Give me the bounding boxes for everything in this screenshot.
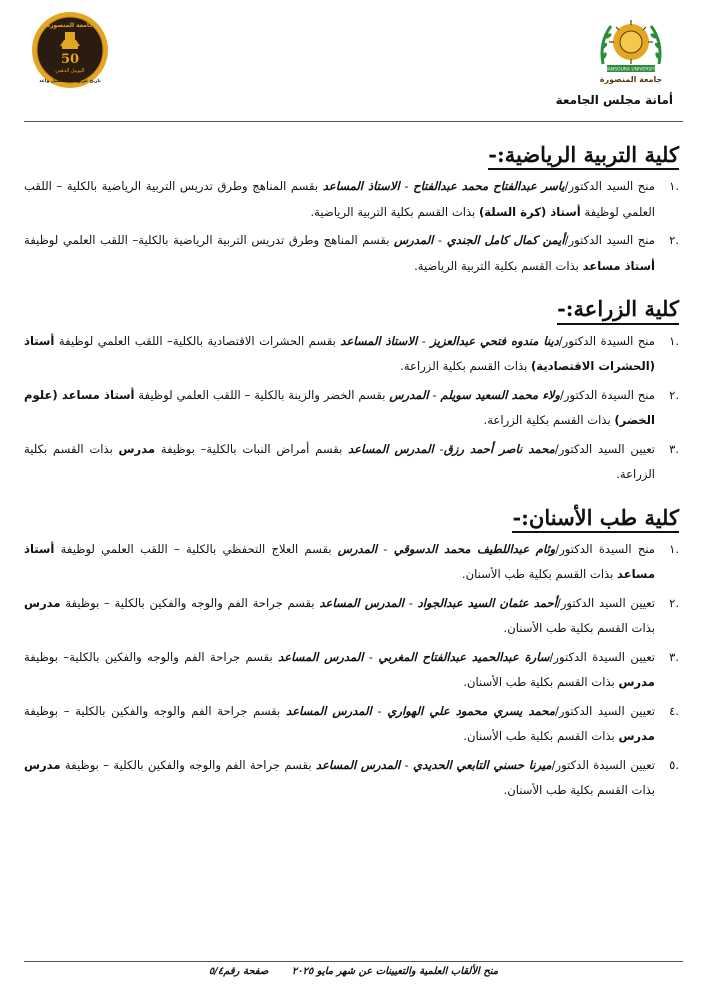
footer-caption: منح الألقاب العلمية والتعيينات عن شهر مايو ٢٠٢٥ (291, 966, 499, 977)
item-text: بذات القسم بكلية الزراعة. (24, 441, 655, 481)
item-emphasis: المدرس (337, 541, 378, 556)
item-text: منح السيدة الدكتور/ (560, 387, 655, 402)
svg-text:50: 50 (60, 52, 80, 67)
item-text: - (400, 757, 414, 772)
item-emphasis: ياسر عبدالفتاح محمد عبدالفتاح (413, 179, 565, 194)
footer-divider (24, 961, 683, 962)
item-text: منح السيد الدكتور/ (564, 233, 655, 248)
item-text: بقسم العلاج التحفظي بالكلية – اللقب العلمي لوظيفة (54, 541, 338, 556)
item-number: .١ (669, 333, 679, 348)
item-text: بذات القسم بكلية طب الأسنان. (463, 675, 619, 690)
svg-text:اليوبيل الذهبي: اليوبيل الذهبي (55, 68, 85, 74)
decision-item (24, 699, 679, 750)
section-heading (488, 142, 679, 170)
item-number: .١ (669, 541, 679, 556)
section-heading (557, 296, 679, 324)
item-text: بذات القسم بكلية طب الأسنان. (463, 729, 619, 744)
item-text: بقسم جراحة الفم والوجه والفكين بالكلية – بوظيفة (60, 595, 320, 610)
faculty-section (24, 491, 679, 804)
item-text: - (417, 333, 431, 348)
decision-item (24, 437, 679, 488)
item-text: تعيين السيد الدكتور/ (554, 441, 656, 456)
golden-jubilee-seal-icon (30, 10, 110, 90)
item-number: .٢ (669, 595, 679, 610)
decision-item (24, 228, 679, 279)
header-divider (24, 121, 683, 122)
item-text: بذات القسم بكلية طب الأسنان. (461, 567, 618, 582)
item-text: تعيين السيد الدكتور/ (556, 595, 656, 610)
item-emphasis: سارة عبدالحميد عبدالفتاح المغربي (378, 649, 550, 664)
section-title: كلية طب الأسنان (528, 504, 679, 530)
secretariat-label: أمانة مجلس الجامعة (555, 93, 673, 107)
item-emphasis: أستاذ (الحشرات الاقتصادية) (24, 333, 655, 373)
item-text: بذات القسم بكلية طب الأسنان. (503, 621, 655, 636)
item-emphasis: ميرنا حسني التابعي الحديدي (413, 757, 552, 772)
faculty-section (24, 282, 679, 487)
item-emphasis: مدرس (24, 595, 61, 610)
item-text: بقسم الخضر والزينة بالكلية – اللقب العلمي لوظيفة (134, 387, 390, 402)
item-text: بذات القسم بكلية التربية الرياضية. (310, 204, 479, 219)
item-text: - (428, 387, 441, 402)
decision-item (24, 329, 679, 380)
decisions-content (24, 128, 679, 807)
item-text: بقسم الحشرات الاقتصادية بالكلية– اللقب العلمي لوظيفة (54, 333, 341, 348)
item-number: .٥ (669, 757, 679, 772)
item-text: منح السيدة الدكتور/ (555, 541, 656, 556)
item-text: - (433, 233, 447, 248)
decision-list (24, 174, 679, 279)
item-emphasis: مدرس (618, 675, 655, 690)
decision-list (24, 537, 679, 804)
item-text: بذات القسم بكلية الزراعة. (400, 359, 531, 373)
decision-item (24, 383, 679, 434)
decision-item (24, 174, 679, 225)
item-text: بذات القسم بكلية التربية الرياضية. (414, 258, 583, 273)
item-emphasis: المدرس المساعد (278, 649, 364, 664)
item-text: بقسم جراحة الفم والوجه والفكين بالكلية – بوظيفة (24, 703, 286, 718)
svg-text:MANSOURA UNIVERSITY: MANSOURA UNIVERSITY (603, 67, 659, 73)
faculty-section (24, 128, 679, 279)
svg-text:جامعة المنصورة: جامعة المنصورة (599, 75, 663, 84)
item-text: بقسم المناهج وطرق تدريس التربية الرياضية بالكلية– اللقب العلمي لوظيفة (24, 233, 395, 248)
item-text: بقسم جراحة الفم والوجه والفكين بالكلية– بوظيفة (24, 649, 279, 664)
item-emphasis: الاستاذ المساعد (322, 179, 400, 194)
item-text: منح السيد الدكتور/ (564, 179, 655, 194)
item-emphasis: محمد ناصر أحمد رزق (443, 441, 555, 456)
page-number: صفحة رقم٥/٤ (208, 966, 269, 977)
decision-item (24, 753, 679, 804)
item-text: تعيين السيدة الدكتور/ (551, 757, 655, 772)
item-emphasis: ولاء محمد السعيد سويلم (440, 387, 560, 402)
decision-item (24, 537, 679, 588)
item-number: .٢ (669, 387, 679, 402)
item-text: - (404, 595, 418, 610)
item-text: - (371, 703, 388, 718)
page-footer (0, 966, 707, 977)
item-emphasis: أستاذ مساعد (علوم الخضر) (24, 387, 655, 427)
section-title-suffix: :- (488, 142, 505, 167)
item-number: .٣ (669, 441, 679, 456)
item-emphasis: مدرس (618, 729, 655, 744)
decision-item (24, 645, 679, 696)
item-text: بذات القسم بكلية طب الأسنان. (503, 783, 655, 798)
item-emphasis: محمد يسري محمود علي الهواري (387, 703, 555, 718)
item-emphasis: مدرس (118, 441, 156, 456)
item-text: بذات القسم بكلية الزراعة. (483, 413, 615, 427)
decision-item (24, 591, 679, 642)
item-emphasis: المدرس المساعد (319, 595, 404, 610)
svg-text:جامعة المنصورة: جامعة المنصورة (46, 22, 94, 29)
item-text: تعيين السيد الدكتور/ (554, 703, 656, 718)
item-text: تعيين السيدة الدكتور/ (549, 649, 656, 664)
item-number: .٢ (669, 233, 679, 248)
item-text: منح السيدة الدكتور/ (558, 333, 656, 348)
item-number: .٤ (669, 703, 679, 718)
section-title-suffix: :- (512, 504, 529, 530)
section-title: كلية التربية الرياضية (504, 142, 679, 167)
item-emphasis: المدرس (389, 387, 429, 402)
item-number: .٣ (669, 649, 679, 664)
item-emphasis: وئام عبداللطيف محمد الدسوقي (393, 541, 556, 556)
mansoura-university-crest-icon (593, 12, 669, 88)
item-emphasis: مدرس (24, 757, 61, 772)
section-title-suffix: :- (557, 296, 574, 322)
item-text: - (399, 179, 414, 194)
item-emphasis: دينا مندوه فتحي عبدالعزيز (430, 333, 559, 348)
item-text: - (363, 649, 379, 664)
item-text: بقسم أمراض النبات بالكلية– بوظيفة (155, 441, 349, 456)
item-emphasis: أستاذ (كرة السلة) (478, 204, 581, 219)
item-emphasis: المدرس المساعد (348, 441, 434, 456)
item-text: - (377, 541, 394, 556)
item-text: بقسم المناهج وطرق تدريس التربية الرياضية بالكلية – اللقب العلمي لوظيفة (24, 179, 655, 219)
item-emphasis: أحمد عثمان السيد عبدالجواد (417, 595, 557, 610)
item-number: .١ (669, 179, 679, 194)
item-emphasis: أستاذ مساعد (24, 541, 655, 582)
item-emphasis: أستاذ مساعد (582, 258, 655, 273)
item-emphasis: المدرس المساعد (285, 703, 372, 718)
item-text: بقسم جراحة الفم والوجه والفكين بالكلية – بوظيفة (60, 757, 316, 772)
section-title: كلية الزراعة (573, 296, 679, 322)
item-emphasis: الاستاذ المساعد (340, 333, 418, 348)
item-emphasis: أيمن كمال كامل الجندي (446, 233, 565, 248)
section-heading (512, 505, 679, 533)
item-emphasis: المدرس المساعد (315, 757, 401, 772)
decision-list (24, 329, 679, 488)
item-emphasis: المدرس (394, 233, 434, 248)
item-text: - (433, 441, 444, 456)
svg-text:تاريخ عريق .. مستقبل واعد: تاريخ عريق .. مستقبل واعد (39, 79, 101, 84)
